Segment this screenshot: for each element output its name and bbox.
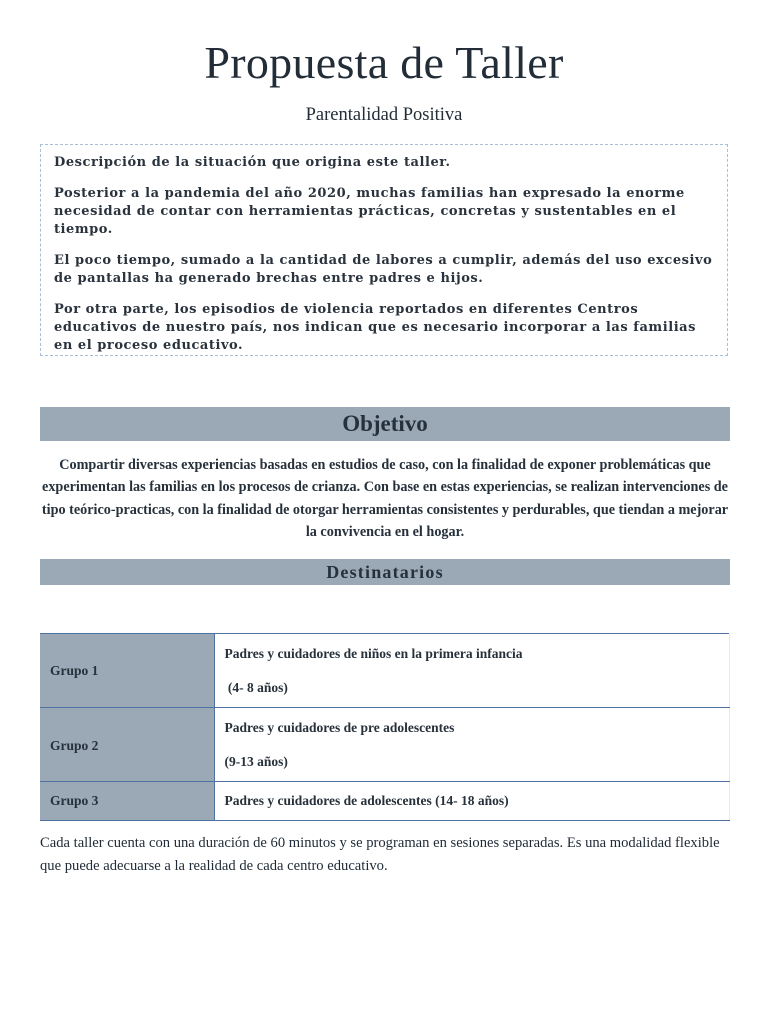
recipients-header-bar [40, 559, 730, 585]
group-name: Grupo 3 [40, 782, 214, 821]
table-row [40, 782, 730, 821]
table-row [40, 708, 730, 782]
group-age-range: (9-13 años) [224, 753, 288, 769]
recipients-heading: Destinatarios [326, 561, 444, 582]
description-paragraph-3: Por otra parte, los episodios de violencia reportados en diferentes Centros educativos de nuestro país, nos indican que es necesario incorporar a las familias en el proceso educativo. [54, 302, 697, 353]
description-heading: Descripción de la situación que origina este taller. [54, 155, 451, 170]
objective-text: Compartir diversas experiencias basadas en estudios de caso, con la finalidad de exponer problemáticas que experimentan las familias en los procesos de crianza. Con base en estas experiencias, se realizan intervenciones de tipo teórico-practicas, con la finalidad de otorgar herramientas consistentes y perdurables, que tiendan a mejorar la convivencia en el hogar. [41, 457, 729, 540]
group-description [214, 634, 730, 708]
page-subtitle: Parentalidad Positiva [305, 105, 463, 125]
recipients-table [40, 633, 730, 821]
description-paragraph-2: El poco tiempo, sumado a la cantidad de labores a cumplir, además del uso excesivo de pantallas ha generado brechas entre padres e hijos. [54, 253, 713, 286]
footer-note: Cada taller cuenta con una duración de 60 minutos y se programan en sesiones separadas. Es una modalidad flexible que puede adecuarse a la realidad de cada centro educativo. [40, 835, 720, 874]
group-description-line: Padres y cuidadores de niños en la primera infancia [224, 645, 523, 661]
description-box [40, 144, 728, 356]
description-paragraph-1: Posterior a la pandemia del año 2020, muchas familias han expresado la enorme necesidad de contar con herramientas prácticas, concretas y sustentables en el tiempo. [54, 186, 685, 237]
group-age-range: (4- 8 años) [224, 679, 288, 695]
group-description [214, 708, 730, 782]
objective-header-bar [40, 406, 730, 441]
page-title: Propuesta de Taller [204, 37, 564, 88]
group-name: Grupo 1 [40, 634, 214, 708]
group-description-line: Padres y cuidadores de adolescentes (14- 18 años) [224, 793, 509, 808]
objective-heading: Objetivo [342, 411, 428, 436]
group-description [214, 782, 730, 821]
group-name: Grupo 2 [40, 708, 214, 782]
table-row [40, 634, 730, 708]
group-description-line: Padres y cuidadores de pre adolescentes [224, 719, 455, 735]
